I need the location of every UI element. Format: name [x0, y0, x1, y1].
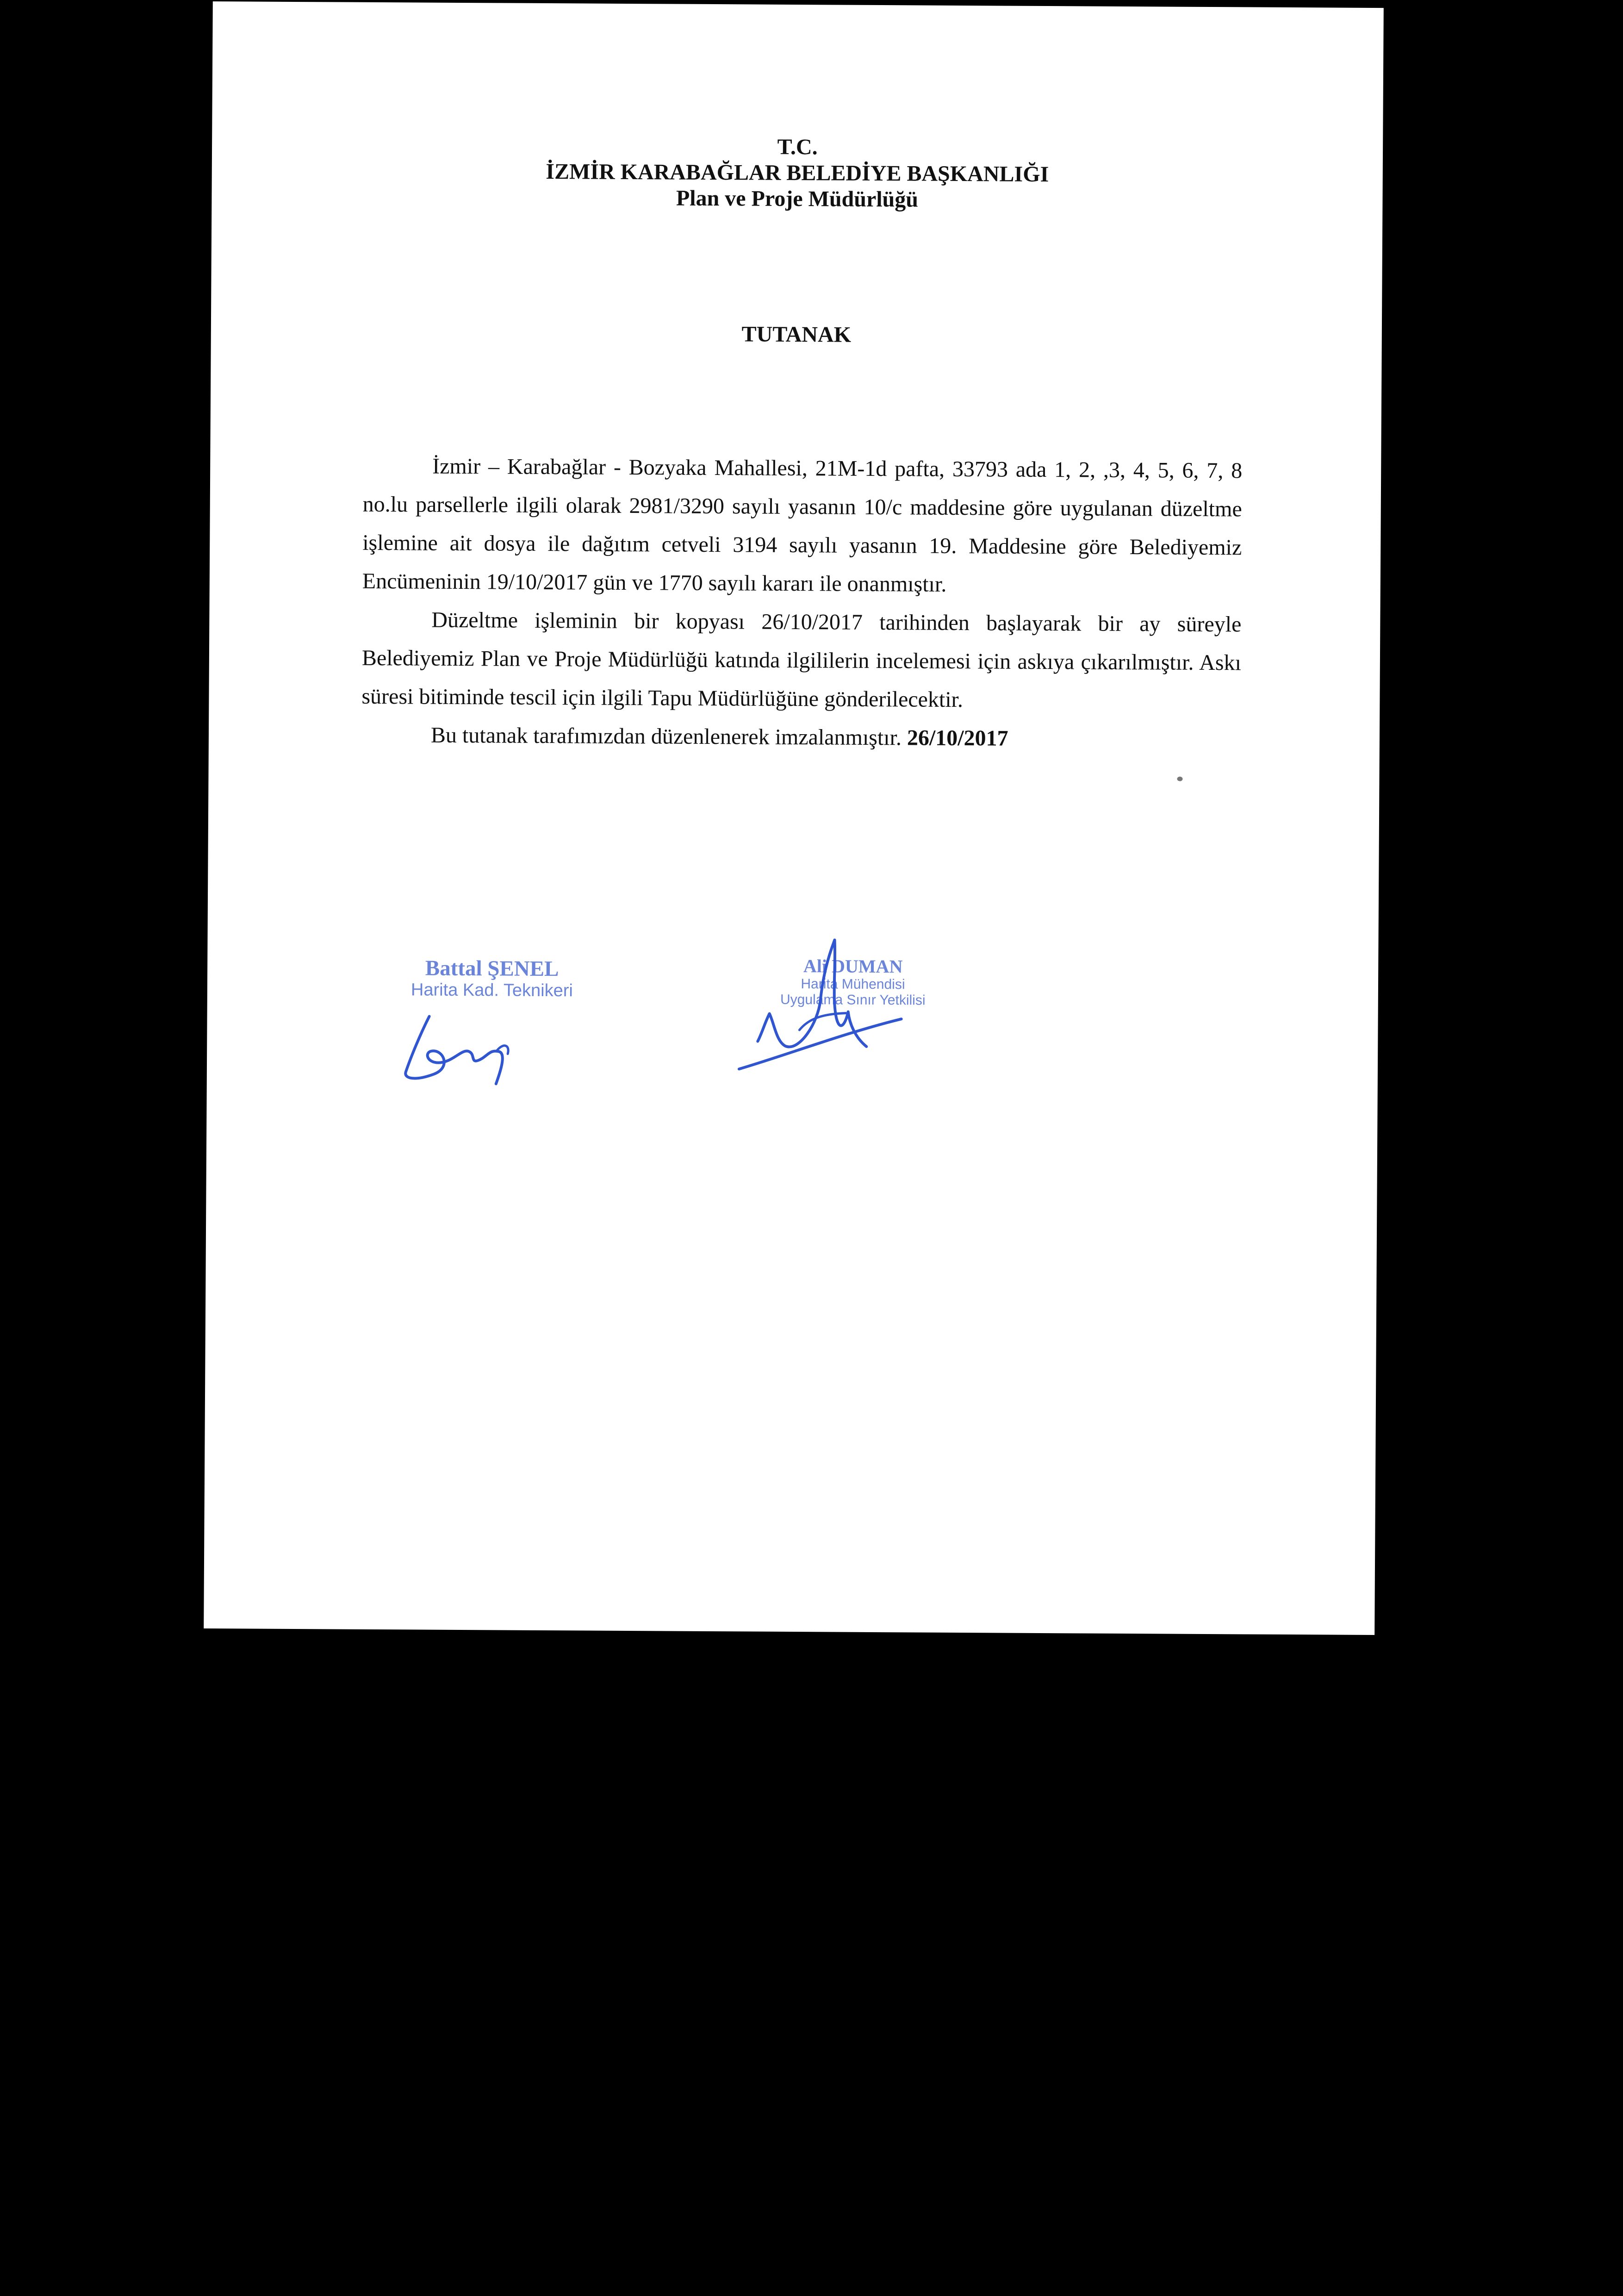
header-department: Plan ve Proje Müdürlüğü: [676, 186, 919, 212]
document-title: TUTANAK: [741, 322, 852, 347]
signer-right-subtitle: Uygulama Sınır Yetkilisi: [780, 992, 926, 1008]
header-country: T.C.: [777, 134, 818, 160]
scan-speck: [1177, 777, 1182, 781]
signature-right-icon: [730, 930, 925, 1084]
paragraph-approval: İzmir – Karabağlar - Bozyaka Mahallesi, 21M-1d pafta, 33793 ada 1, 2, ,3, 4, 5, 6, 7, 8 no.lu parsellerle ilgili olarak 2981/3290 sayılı yasanın 10/c maddesine göre uygulanan düzeltme işlemine ait dosya ile dağıtım cetveli 3194 sayılı yasanın 19. Maddesine göre Belediyemiz Encümeninin 19/10/2017 gün ve 1770 sayılı kararı ile onanmıştır.: [362, 454, 1243, 597]
signature-stamp-left: [390, 956, 594, 1000]
signer-right-name: Ali DUMAN: [803, 955, 903, 977]
signer-left-name: Battal ŞENEL: [425, 956, 559, 981]
closing-date: 26/10/2017: [907, 725, 1008, 751]
letterhead: [211, 131, 1383, 215]
header-municipality: İZMİR KARABAĞLAR BELEDİYE BAŞKANLIĞI: [546, 159, 1049, 187]
signature-left-icon: [392, 998, 550, 1091]
closing-text: Bu tutanak tarafımızdan düzenlenerek imzalanmıştır.: [430, 723, 902, 750]
paragraph-closing: [361, 716, 1241, 759]
signer-right-title: Harita Mühendisi: [801, 976, 905, 992]
document-page: [204, 1, 1384, 1635]
signer-left-title: Harita Kad. Teknikeri: [410, 980, 573, 1001]
document-body: [361, 447, 1243, 759]
paragraph-announcement: Düzeltme işleminin bir kopyası 26/10/2017 tarihinden başlayarak bir ay süreyle Belediyemiz Plan ve Proje Müdürlüğü katında ilgililerin incelemesi için askıya çıkarılmıştır. Askı süresi bitiminde tescil için ilgili Tapu Müdürlüğüne gönderilecektir.: [361, 607, 1242, 712]
